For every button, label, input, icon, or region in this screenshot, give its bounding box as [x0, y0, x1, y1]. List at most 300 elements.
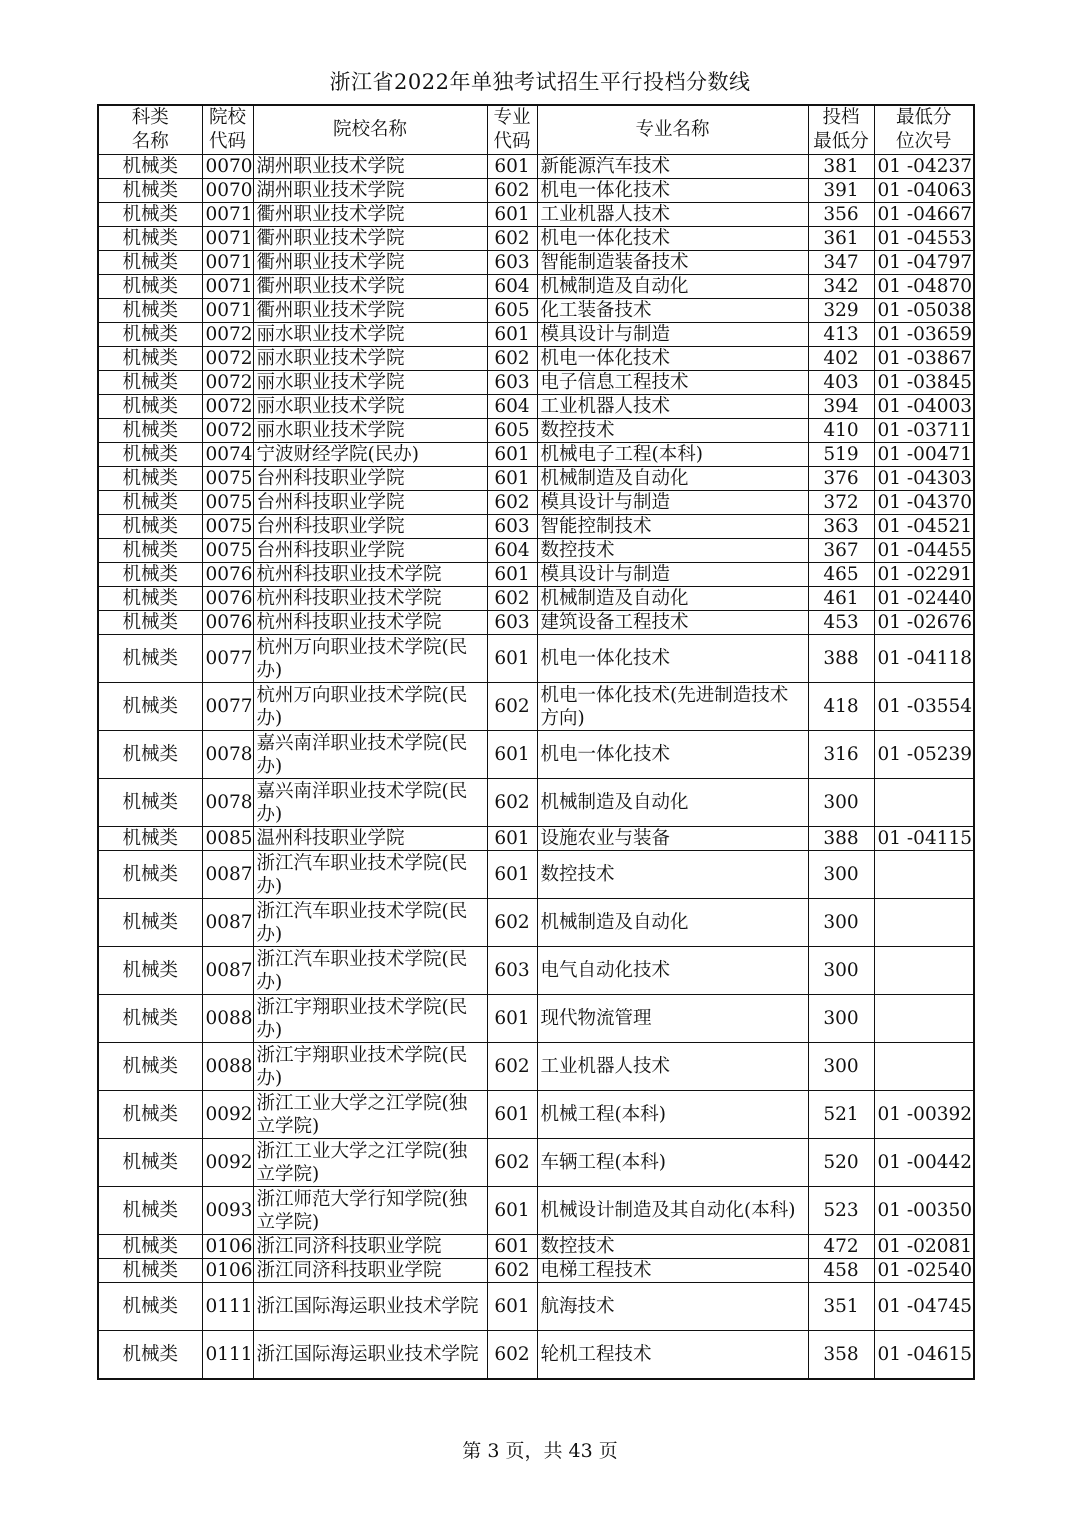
category-cell: 机械类 [98, 539, 202, 563]
school-name-cell: 衢州职业技术学院 [253, 203, 487, 227]
min-rank-cell [874, 1043, 974, 1091]
major-name-cell: 车辆工程(本科) [537, 1139, 808, 1187]
min-rank-cell: 01 -00471 [874, 443, 974, 467]
school-code-cell: 0111 [202, 1331, 253, 1380]
school-name-cell: 杭州科技职业技术学院 [253, 587, 487, 611]
school-code-cell: 0075 [202, 491, 253, 515]
min-score-cell: 410 [808, 419, 874, 443]
table-row [98, 275, 974, 299]
major-name-cell: 模具设计与制造 [537, 323, 808, 347]
major-name-cell: 工业机器人技术 [537, 395, 808, 419]
table-row [98, 587, 974, 611]
major-name-cell: 智能制造装备技术 [537, 251, 808, 275]
table-row [98, 179, 974, 203]
header-school-name: 院校名称 [253, 105, 487, 155]
school-code-cell: 0075 [202, 467, 253, 491]
school-code-cell: 0087 [202, 899, 253, 947]
table-row [98, 1235, 974, 1259]
school-name-cell: 浙江汽车职业技术学院(民办) [253, 851, 487, 899]
major-code-cell: 605 [487, 299, 537, 323]
major-code-cell: 602 [487, 899, 537, 947]
min-score-cell: 300 [808, 851, 874, 899]
school-code-cell: 0072 [202, 371, 253, 395]
header-category: 科类 名称 [98, 105, 202, 155]
category-cell: 机械类 [98, 443, 202, 467]
min-score-cell: 388 [808, 827, 874, 851]
major-name-cell: 机械电子工程(本科) [537, 443, 808, 467]
min-rank-cell: 01 -04667 [874, 203, 974, 227]
table-row [98, 635, 974, 683]
school-code-cell: 0072 [202, 395, 253, 419]
school-code-cell: 0076 [202, 587, 253, 611]
school-name-cell: 台州科技职业学院 [253, 539, 487, 563]
category-cell: 机械类 [98, 251, 202, 275]
min-rank-cell: 01 -04615 [874, 1331, 974, 1380]
major-code-cell: 603 [487, 251, 537, 275]
table-row [98, 1283, 974, 1331]
min-rank-cell: 01 -04115 [874, 827, 974, 851]
min-score-cell: 300 [808, 947, 874, 995]
min-score-cell: 394 [808, 395, 874, 419]
min-rank-cell: 01 -03711 [874, 419, 974, 443]
school-name-cell: 丽水职业技术学院 [253, 419, 487, 443]
min-rank-cell [874, 947, 974, 995]
table-row [98, 995, 974, 1043]
min-rank-cell: 01 -02291 [874, 563, 974, 587]
table-row [98, 515, 974, 539]
category-cell: 机械类 [98, 635, 202, 683]
school-name-cell: 衢州职业技术学院 [253, 275, 487, 299]
min-rank-cell: 01 -04303 [874, 467, 974, 491]
category-cell: 机械类 [98, 899, 202, 947]
major-code-cell: 601 [487, 851, 537, 899]
min-rank-cell: 01 -04797 [874, 251, 974, 275]
school-name-cell: 嘉兴南洋职业技术学院(民办) [253, 731, 487, 779]
major-name-cell: 机械制造及自动化 [537, 587, 808, 611]
category-cell: 机械类 [98, 275, 202, 299]
min-rank-cell: 01 -02676 [874, 611, 974, 635]
category-cell: 机械类 [98, 1259, 202, 1283]
min-rank-cell [874, 899, 974, 947]
school-code-cell: 0071 [202, 203, 253, 227]
school-name-cell: 衢州职业技术学院 [253, 227, 487, 251]
table-row [98, 1187, 974, 1235]
min-rank-cell: 01 -03659 [874, 323, 974, 347]
table-row [98, 323, 974, 347]
school-code-cell: 0077 [202, 683, 253, 731]
school-name-cell: 台州科技职业学院 [253, 467, 487, 491]
category-cell: 机械类 [98, 851, 202, 899]
major-name-cell: 化工装备技术 [537, 299, 808, 323]
category-cell: 机械类 [98, 347, 202, 371]
major-code-cell: 601 [487, 1187, 537, 1235]
school-name-cell: 浙江宇翔职业技术学院(民办) [253, 995, 487, 1043]
major-name-cell: 数控技术 [537, 851, 808, 899]
table-row [98, 227, 974, 251]
major-code-cell: 603 [487, 515, 537, 539]
major-code-cell: 603 [487, 371, 537, 395]
category-cell: 机械类 [98, 1283, 202, 1331]
major-name-cell: 智能控制技术 [537, 515, 808, 539]
min-score-cell: 351 [808, 1283, 874, 1331]
school-name-cell: 杭州万向职业技术学院(民办) [253, 683, 487, 731]
min-rank-cell: 01 -00392 [874, 1091, 974, 1139]
min-rank-cell: 01 -05239 [874, 731, 974, 779]
school-code-cell: 0072 [202, 347, 253, 371]
major-code-cell: 601 [487, 731, 537, 779]
major-code-cell: 602 [487, 683, 537, 731]
school-code-cell: 0072 [202, 419, 253, 443]
major-name-cell: 机电一体化技术(先进制造技术方向) [537, 683, 808, 731]
min-score-cell: 347 [808, 251, 874, 275]
min-score-cell: 300 [808, 1043, 874, 1091]
table-row [98, 563, 974, 587]
school-code-cell: 0088 [202, 995, 253, 1043]
major-code-cell: 601 [487, 563, 537, 587]
table-row [98, 1331, 974, 1380]
major-name-cell: 机械制造及自动化 [537, 275, 808, 299]
major-name-cell: 机械设计制造及其自动化(本科) [537, 1187, 808, 1235]
school-name-cell: 浙江宇翔职业技术学院(民办) [253, 1043, 487, 1091]
table-row [98, 1091, 974, 1139]
table-row [98, 611, 974, 635]
school-code-cell: 0111 [202, 1283, 253, 1331]
school-code-cell: 0078 [202, 779, 253, 827]
table-row [98, 419, 974, 443]
major-code-cell: 601 [487, 1235, 537, 1259]
category-cell: 机械类 [98, 683, 202, 731]
school-name-cell: 丽水职业技术学院 [253, 323, 487, 347]
min-rank-cell [874, 779, 974, 827]
min-score-cell: 472 [808, 1235, 874, 1259]
school-name-cell: 台州科技职业学院 [253, 491, 487, 515]
min-score-cell: 388 [808, 635, 874, 683]
category-cell: 机械类 [98, 419, 202, 443]
table-body [98, 155, 974, 1380]
min-score-cell: 300 [808, 779, 874, 827]
table-row [98, 731, 974, 779]
table-row [98, 539, 974, 563]
min-rank-cell: 01 -03867 [874, 347, 974, 371]
header-min-rank: 最低分 位次号 [874, 105, 974, 155]
min-rank-cell: 01 -04237 [874, 155, 974, 179]
min-score-cell: 453 [808, 611, 874, 635]
table-row [98, 947, 974, 995]
table-row [98, 683, 974, 731]
header-min-score: 投档 最低分 [808, 105, 874, 155]
min-rank-cell: 01 -04745 [874, 1283, 974, 1331]
school-name-cell: 浙江汽车职业技术学院(民办) [253, 947, 487, 995]
school-code-cell: 0093 [202, 1187, 253, 1235]
school-code-cell: 0070 [202, 155, 253, 179]
category-cell: 机械类 [98, 587, 202, 611]
category-cell: 机械类 [98, 323, 202, 347]
header-school-code: 院校 代码 [202, 105, 253, 155]
school-name-cell: 浙江同济科技职业学院 [253, 1235, 487, 1259]
min-score-cell: 367 [808, 539, 874, 563]
school-code-cell: 0085 [202, 827, 253, 851]
major-name-cell: 新能源汽车技术 [537, 155, 808, 179]
school-name-cell: 宁波财经学院(民办) [253, 443, 487, 467]
table-row [98, 827, 974, 851]
min-rank-cell: 01 -04870 [874, 275, 974, 299]
major-code-cell: 602 [487, 779, 537, 827]
major-code-cell: 601 [487, 467, 537, 491]
major-code-cell: 601 [487, 155, 537, 179]
min-rank-cell: 01 -04063 [874, 179, 974, 203]
min-rank-cell: 01 -02540 [874, 1259, 974, 1283]
category-cell: 机械类 [98, 491, 202, 515]
school-name-cell: 丽水职业技术学院 [253, 395, 487, 419]
major-name-cell: 模具设计与制造 [537, 491, 808, 515]
table-row [98, 1259, 974, 1283]
category-cell: 机械类 [98, 611, 202, 635]
table-row [98, 899, 974, 947]
min-score-cell: 316 [808, 731, 874, 779]
major-name-cell: 数控技术 [537, 1235, 808, 1259]
school-name-cell: 杭州科技职业技术学院 [253, 563, 487, 587]
major-code-cell: 601 [487, 1283, 537, 1331]
school-code-cell: 0075 [202, 539, 253, 563]
school-name-cell: 衢州职业技术学院 [253, 299, 487, 323]
page-title: 浙江省2022年单独考试招生平行投档分数线 [329, 70, 751, 94]
school-name-cell: 浙江工业大学之江学院(独立学院) [253, 1091, 487, 1139]
school-code-cell: 0078 [202, 731, 253, 779]
category-cell: 机械类 [98, 299, 202, 323]
table-row [98, 203, 974, 227]
school-name-cell: 浙江工业大学之江学院(独立学院) [253, 1139, 487, 1187]
min-rank-cell [874, 851, 974, 899]
min-score-cell: 376 [808, 467, 874, 491]
min-score-cell: 458 [808, 1259, 874, 1283]
header-major-code: 专业 代码 [487, 105, 537, 155]
min-score-cell: 358 [808, 1331, 874, 1380]
school-code-cell: 0070 [202, 179, 253, 203]
major-code-cell: 602 [487, 587, 537, 611]
major-name-cell: 电子信息工程技术 [537, 371, 808, 395]
category-cell: 机械类 [98, 467, 202, 491]
table-row [98, 299, 974, 323]
major-name-cell: 电梯工程技术 [537, 1259, 808, 1283]
school-code-cell: 0106 [202, 1235, 253, 1259]
major-name-cell: 轮机工程技术 [537, 1331, 808, 1380]
min-rank-cell: 01 -03845 [874, 371, 974, 395]
major-name-cell: 航海技术 [537, 1283, 808, 1331]
category-cell: 机械类 [98, 515, 202, 539]
category-cell: 机械类 [98, 1043, 202, 1091]
major-code-cell: 604 [487, 539, 537, 563]
school-code-cell: 0092 [202, 1139, 253, 1187]
min-score-cell: 363 [808, 515, 874, 539]
school-name-cell: 浙江国际海运职业技术学院 [253, 1331, 487, 1380]
major-code-cell: 601 [487, 995, 537, 1043]
school-name-cell: 浙江国际海运职业技术学院 [253, 1283, 487, 1331]
table-row [98, 1043, 974, 1091]
major-code-cell: 602 [487, 491, 537, 515]
table-row [98, 371, 974, 395]
min-rank-cell: 01 -02440 [874, 587, 974, 611]
school-code-cell: 0072 [202, 323, 253, 347]
min-score-cell: 329 [808, 299, 874, 323]
major-code-cell: 602 [487, 1043, 537, 1091]
category-cell: 机械类 [98, 1139, 202, 1187]
min-rank-cell: 01 -04370 [874, 491, 974, 515]
school-code-cell: 0092 [202, 1091, 253, 1139]
major-code-cell: 601 [487, 635, 537, 683]
min-score-cell: 519 [808, 443, 874, 467]
min-score-cell: 300 [808, 899, 874, 947]
major-name-cell: 工业机器人技术 [537, 1043, 808, 1091]
category-cell: 机械类 [98, 395, 202, 419]
major-code-cell: 604 [487, 275, 537, 299]
table-row [98, 155, 974, 179]
major-code-cell: 601 [487, 1091, 537, 1139]
major-name-cell: 模具设计与制造 [537, 563, 808, 587]
major-name-cell: 机械工程(本科) [537, 1091, 808, 1139]
school-code-cell: 0088 [202, 1043, 253, 1091]
category-cell: 机械类 [98, 1235, 202, 1259]
school-code-cell: 0106 [202, 1259, 253, 1283]
min-rank-cell: 01 -00442 [874, 1139, 974, 1187]
min-score-cell: 523 [808, 1187, 874, 1235]
major-code-cell: 603 [487, 947, 537, 995]
school-name-cell: 丽水职业技术学院 [253, 347, 487, 371]
school-name-cell: 台州科技职业学院 [253, 515, 487, 539]
major-code-cell: 602 [487, 227, 537, 251]
header-major-name: 专业名称 [537, 105, 808, 155]
major-code-cell: 602 [487, 1331, 537, 1380]
major-name-cell: 现代物流管理 [537, 995, 808, 1043]
min-score-cell: 361 [808, 227, 874, 251]
school-code-cell: 0076 [202, 563, 253, 587]
major-name-cell: 数控技术 [537, 539, 808, 563]
table-row [98, 395, 974, 419]
min-score-cell: 372 [808, 491, 874, 515]
major-name-cell: 设施农业与装备 [537, 827, 808, 851]
school-code-cell: 0071 [202, 251, 253, 275]
major-name-cell: 建筑设备工程技术 [537, 611, 808, 635]
table-row [98, 251, 974, 275]
min-rank-cell: 01 -04521 [874, 515, 974, 539]
min-score-cell: 418 [808, 683, 874, 731]
major-name-cell: 数控技术 [537, 419, 808, 443]
table-row [98, 443, 974, 467]
major-code-cell: 601 [487, 443, 537, 467]
major-code-cell: 603 [487, 611, 537, 635]
major-name-cell: 机电一体化技术 [537, 731, 808, 779]
page-footer: 第 3 页，共 43 页 [462, 1440, 618, 1462]
category-cell: 机械类 [98, 995, 202, 1043]
school-name-cell: 杭州科技职业技术学院 [253, 611, 487, 635]
major-code-cell: 602 [487, 1259, 537, 1283]
school-code-cell: 0074 [202, 443, 253, 467]
major-name-cell: 电气自动化技术 [537, 947, 808, 995]
min-score-cell: 391 [808, 179, 874, 203]
category-cell: 机械类 [98, 155, 202, 179]
min-rank-cell: 01 -02081 [874, 1235, 974, 1259]
major-name-cell: 机电一体化技术 [537, 179, 808, 203]
min-score-cell: 461 [808, 587, 874, 611]
category-cell: 机械类 [98, 1331, 202, 1380]
major-name-cell: 机电一体化技术 [537, 227, 808, 251]
major-code-cell: 601 [487, 323, 537, 347]
school-name-cell: 丽水职业技术学院 [253, 371, 487, 395]
table-row [98, 347, 974, 371]
category-cell: 机械类 [98, 731, 202, 779]
table-row [98, 491, 974, 515]
major-name-cell: 机械制造及自动化 [537, 779, 808, 827]
category-cell: 机械类 [98, 947, 202, 995]
school-name-cell: 湖州职业技术学院 [253, 155, 487, 179]
min-rank-cell [874, 995, 974, 1043]
major-name-cell: 机电一体化技术 [537, 635, 808, 683]
min-rank-cell: 01 -04455 [874, 539, 974, 563]
category-cell: 机械类 [98, 371, 202, 395]
min-score-cell: 521 [808, 1091, 874, 1139]
min-score-cell: 356 [808, 203, 874, 227]
min-rank-cell: 01 -04118 [874, 635, 974, 683]
table-row [98, 1139, 974, 1187]
min-rank-cell: 01 -03554 [874, 683, 974, 731]
school-code-cell: 0075 [202, 515, 253, 539]
school-name-cell: 温州科技职业学院 [253, 827, 487, 851]
major-code-cell: 602 [487, 347, 537, 371]
major-name-cell: 机械制造及自动化 [537, 467, 808, 491]
major-code-cell: 604 [487, 395, 537, 419]
category-cell: 机械类 [98, 179, 202, 203]
category-cell: 机械类 [98, 827, 202, 851]
min-rank-cell: 01 -04553 [874, 227, 974, 251]
table-header-row [98, 105, 974, 155]
score-table [97, 104, 975, 1380]
category-cell: 机械类 [98, 563, 202, 587]
min-score-cell: 300 [808, 995, 874, 1043]
school-code-cell: 0077 [202, 635, 253, 683]
table-row [98, 779, 974, 827]
min-rank-cell: 01 -04003 [874, 395, 974, 419]
category-cell: 机械类 [98, 779, 202, 827]
min-rank-cell: 01 -05038 [874, 299, 974, 323]
major-code-cell: 602 [487, 1139, 537, 1187]
school-code-cell: 0071 [202, 299, 253, 323]
school-name-cell: 嘉兴南洋职业技术学院(民办) [253, 779, 487, 827]
school-code-cell: 0071 [202, 227, 253, 251]
school-name-cell: 衢州职业技术学院 [253, 251, 487, 275]
min-score-cell: 342 [808, 275, 874, 299]
min-score-cell: 403 [808, 371, 874, 395]
min-score-cell: 381 [808, 155, 874, 179]
min-score-cell: 520 [808, 1139, 874, 1187]
school-name-cell: 浙江汽车职业技术学院(民办) [253, 899, 487, 947]
school-name-cell: 浙江同济科技职业学院 [253, 1259, 487, 1283]
major-name-cell: 机电一体化技术 [537, 347, 808, 371]
school-name-cell: 杭州万向职业技术学院(民办) [253, 635, 487, 683]
min-score-cell: 465 [808, 563, 874, 587]
major-code-cell: 601 [487, 827, 537, 851]
category-cell: 机械类 [98, 203, 202, 227]
major-name-cell: 机械制造及自动化 [537, 899, 808, 947]
table-row [98, 467, 974, 491]
category-cell: 机械类 [98, 1091, 202, 1139]
min-score-cell: 413 [808, 323, 874, 347]
school-code-cell: 0087 [202, 947, 253, 995]
min-rank-cell: 01 -00350 [874, 1187, 974, 1235]
major-code-cell: 602 [487, 179, 537, 203]
category-cell: 机械类 [98, 1187, 202, 1235]
school-code-cell: 0076 [202, 611, 253, 635]
min-score-cell: 402 [808, 347, 874, 371]
school-code-cell: 0071 [202, 275, 253, 299]
